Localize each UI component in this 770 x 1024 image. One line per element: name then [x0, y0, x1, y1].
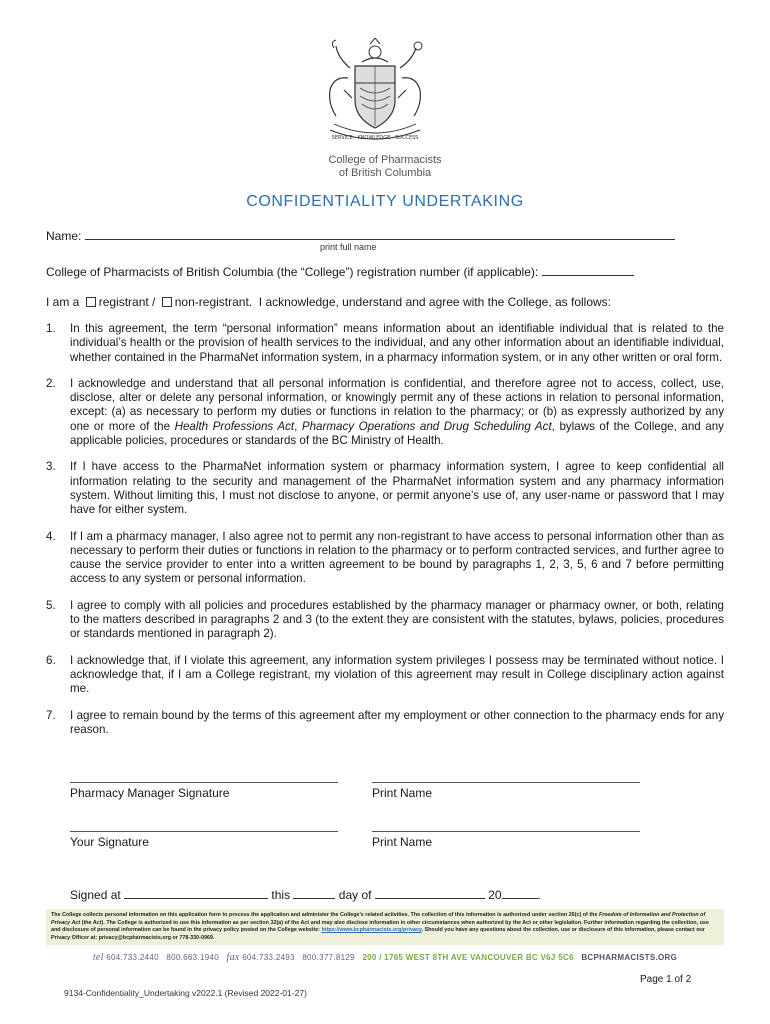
clause-text: If I am a pharmacy manager, I also agree not to permit any non-registrant to have access to personal information other than as necessary to perform their duties or functions in relation to the pharmacy or to perform contracted services, and further agree to cause the service provider to enter into a written agreement to be bound by paragraphs 1, 2, 3, 5, 6 and 7 before permitting access to any system or personal information. — [70, 529, 724, 586]
month-line[interactable] — [375, 888, 485, 899]
privacy-notice — [46, 909, 724, 945]
clause-separator: , — [294, 419, 302, 433]
privacy-act-name: Freedom of Information and Protection of Privacy Act — [51, 912, 706, 926]
college-crest-logo — [300, 38, 450, 150]
clause-text: I agree to remain bound by the terms of this agreement after my employment or other connection to the pharmacy ends for any reason. — [70, 708, 724, 736]
clause-text: In this agreement, the term “personal information” means information about an identifiable individual that is related to the individual’s health or the provision of health services to the individual, and any other information about an identifiable individual, whether contained in the PharmaNet information system, in a pharmacy information system, or in any other written or oral form. — [70, 322, 724, 364]
tel-tollfree: 800.663.1940 — [166, 953, 219, 962]
non-registrant-option-label: non-registrant. — [174, 295, 253, 309]
org-name-line2: of British Columbia — [338, 167, 432, 179]
clause-number: 6. — [46, 653, 56, 667]
name-caption: print full name — [320, 242, 377, 252]
org-name-line1: College of Pharmacists — [328, 154, 442, 166]
manager-signature-line[interactable] — [70, 782, 338, 783]
manager-print-name-label: Print Name — [372, 786, 433, 800]
this-label: this — [271, 888, 291, 902]
registration-number-label: College of Pharmacists of British Columbia (the “College”) registration number (if applicable): — [46, 265, 539, 279]
i-am-label: I am a — [46, 295, 80, 309]
year-prefix: 20 — [488, 888, 502, 902]
clause-number: 5. — [46, 598, 56, 612]
clause-number: 3. — [46, 460, 56, 474]
tel-number: 604.733.2440 — [106, 953, 159, 962]
contact-bar — [0, 952, 770, 963]
clause-text: I agree to comply with all policies and procedures established by the pharmacy manager or pharmacy owner, or both, relating to the matters described in paragraphs 2 and 3 (to the extent they are consistent with the statutes, bylaws, policies, procedures or standards mentioned in paragraph 2). — [70, 598, 724, 641]
act-name: Health Professions Act — [174, 419, 295, 433]
registration-number-row — [46, 265, 634, 279]
clause-3 — [46, 460, 724, 517]
clause-text: I acknowledge that, if I violate this agreement, any information system privileges I possess may be terminated without notice. I acknowledge that, if I am a College registrant, my violation of this agreement may result in College disciplinary action against me. — [70, 653, 724, 696]
clause-number: 2. — [46, 376, 56, 390]
clause-5 — [46, 599, 724, 642]
manager-print-name-block — [372, 782, 640, 800]
manager-signature-label: Pharmacy Manager Signature — [70, 786, 230, 800]
privacy-notice-text: (the Act). The College is authorized to use this information as per section 32(a) of the Act and may also disclose information in other circumstances when authorized by the Act or other legislation. Further information regarding the collection, use and disclosure of personal information can be found in the privacy policy posted on the College website: — [51, 919, 709, 934]
registration-number-input-line[interactable] — [542, 265, 634, 276]
privacy-policy-link[interactable]: https://www.bcpharmacists.org/privacy — [321, 927, 422, 934]
signed-at-label: Signed at — [70, 888, 121, 902]
registrant-option-label: registrant / — [98, 295, 156, 309]
day-number-line[interactable] — [293, 888, 335, 899]
privacy-notice-text: . Should you have any questions about the collection, use or disclosure of this information, please contact our Privacy Officer at: privacy@bcpharmacists.org or 778-330-0969. — [51, 927, 705, 941]
clause-7 — [46, 709, 724, 738]
manager-signature-block — [70, 782, 338, 800]
fax-number: 604.733.2493 — [242, 953, 295, 962]
non-registrant-checkbox[interactable] — [162, 297, 172, 307]
signed-at-location-line[interactable] — [124, 888, 268, 899]
crest-motto: SERVICE · KNOWLEDGE · SUCCESS — [331, 135, 419, 141]
year-line[interactable] — [502, 888, 538, 899]
your-print-name-label: Print Name — [372, 835, 433, 849]
your-print-name-block — [372, 831, 640, 849]
clause-text: If I have access to the PharmaNet information system or pharmacy information system, I agree to keep confidential all information relating to the security and management of the PharmaNet information system and any pharmacy information system. Without limiting this, I must not disclose to anyone, or permit anyone’s use of, any user-name or password that I may have for either system. — [70, 460, 724, 517]
tel-label: tel — [92, 952, 104, 963]
your-signature-line[interactable] — [70, 831, 338, 832]
acknowledgement-intro: I acknowledge, understand and agree with the College, as follows: — [258, 295, 612, 309]
name-field-row — [46, 229, 675, 243]
signed-at-row: Signed at this day of 20 . — [70, 888, 541, 902]
your-signature-label: Your Signature — [70, 835, 149, 849]
page-number: Page 1 of 2 — [640, 974, 692, 985]
name-label: Name: — [46, 229, 82, 243]
fax-tollfree: 800.377.8129 — [302, 953, 355, 962]
clause-4 — [46, 530, 724, 587]
day-of-label: day of — [338, 888, 372, 902]
your-print-name-line[interactable] — [372, 831, 640, 832]
document-title: CONFIDENTIALITY UNDERTAKING — [246, 193, 524, 210]
clause-number: 4. — [46, 529, 56, 543]
name-input-line[interactable] — [85, 230, 675, 240]
clause-2 — [46, 377, 724, 448]
your-signature-block — [70, 831, 338, 849]
registrant-status-row — [46, 295, 611, 309]
clause-1 — [46, 322, 724, 365]
registrant-checkbox[interactable] — [86, 297, 96, 307]
clause-text: I acknowledge and understand that all personal information is confidential, and therefore agree not to access, collect, use, disclose, alter or delete any personal information, or knowingly permit any of these actions in relation to personal information, except: (a) as necessary to perform my duties or functions in relation to the pharmacy; or (b) as expressly authorized by any one or more of the — [70, 376, 724, 433]
clause-text: , bylaws of the College, and any applicable policies, procedures or standards of the BC Ministry of Health. — [70, 419, 724, 448]
manager-print-name-line[interactable] — [372, 782, 640, 783]
clause-number: 7. — [46, 708, 56, 722]
clause-number: 1. — [46, 322, 56, 335]
clause-list — [46, 322, 724, 749]
privacy-notice-text: The College collects personal information on this application form to process the application and administer the College’s related activities. The collection of this information is authorized under section 26(c) of the — [51, 912, 599, 918]
website: BCPHARMACISTS.ORG — [581, 953, 678, 962]
address: 200 / 1765 WEST 8TH AVE VANCOUVER BC V6J 5C6 — [362, 953, 574, 962]
fax-label: fax — [226, 952, 240, 963]
clause-6 — [46, 654, 724, 697]
form-id: 9134-Confidentiality_Undertaking v2022.1 (Revised 2022-01-27) — [64, 988, 307, 998]
act-name: Pharmacy Operations and Drug Scheduling Act — [301, 419, 552, 433]
